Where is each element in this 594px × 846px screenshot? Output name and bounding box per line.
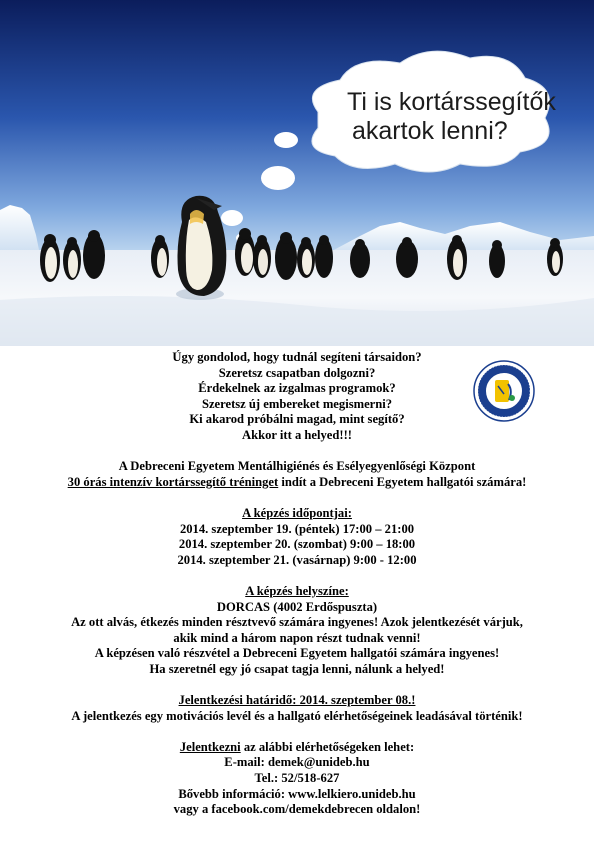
- contact-facebook[interactable]: vagy a facebook.com/demekdebrecen oldalon!: [173, 802, 421, 817]
- apply-line: [0, 740, 594, 756]
- venue-line: akik mind a három napon részt tudnak venni!: [173, 630, 421, 645]
- apply-label: Jelentkezni: [179, 739, 241, 754]
- venue-line: Az ott alvás, étkezés minden résztvevő számára ingyenes! Azok jelentkezését várjuk,: [71, 615, 523, 630]
- training-title: 30 órás intenzív kortárssegítő tréninget: [67, 474, 279, 489]
- dates-heading: A képzés időpontjai:: [242, 505, 352, 520]
- date-line: 2014. szeptember 19. (péntek) 17:00 – 21:00: [179, 521, 415, 536]
- date-line: 2014. szeptember 20. (szombat) 9:00 – 18:00: [178, 537, 416, 552]
- question-line: Ki akarod próbálni magad, mint segítő?: [189, 412, 405, 427]
- headline-line2: akartok lenni?: [352, 117, 508, 145]
- venue-line: A képzésen való részvétel a Debreceni Egyetem hallgatói számára ingyenes!: [94, 646, 500, 661]
- question-line: Úgy gondolod, hogy tudnál segíteni társaidon?: [172, 350, 422, 364]
- venue-heading: A képzés helyszíne:: [245, 583, 349, 598]
- apply-rest: az alábbi elérhetőségeken lehet:: [240, 739, 415, 754]
- question-line: Akkor itt a helyed!!!: [242, 427, 352, 442]
- venue-line: Ha szeretnél egy jó csapat tagja lenni, nálunk a helyed!: [149, 661, 445, 676]
- hero-illustration: [0, 0, 594, 346]
- poster-text: [0, 350, 594, 818]
- contact-email[interactable]: E-mail: demek@unideb.hu: [224, 755, 370, 770]
- date-line: 2014. szeptember 21. (vasárnap) 9:00 - 12:00: [177, 552, 417, 567]
- headline-line1: Ti is kortárssegítők: [347, 88, 556, 116]
- deadline: Jelentkezési határidő: 2014. szeptember 08.!: [178, 693, 416, 708]
- contact-website[interactable]: Bővebb információ: www.lelkiero.unideb.hu: [178, 786, 416, 801]
- contact-phone: Tel.: 52/518-627: [254, 771, 340, 786]
- organizer-name: A Debreceni Egyetem Mentálhigiénés és Esélyegyenlőségi Központ: [118, 459, 476, 474]
- training-announcement: [0, 475, 594, 491]
- question-line: Érdekelnek az izgalmas programok?: [198, 381, 396, 396]
- question-line: Szeretsz csapatban dolgozni?: [218, 365, 376, 380]
- deadline-note: A jelentkezés egy motivációs levél és a hallgató elérhetőségeinek leadásával történik!: [71, 708, 523, 723]
- question-line: Szeretsz új embereket megismerni?: [201, 396, 393, 411]
- venue-line: DORCAS (4002 Erdőspuszta): [216, 599, 378, 614]
- training-audience: indít a Debreceni Egyetem hallgatói számára!: [278, 474, 527, 489]
